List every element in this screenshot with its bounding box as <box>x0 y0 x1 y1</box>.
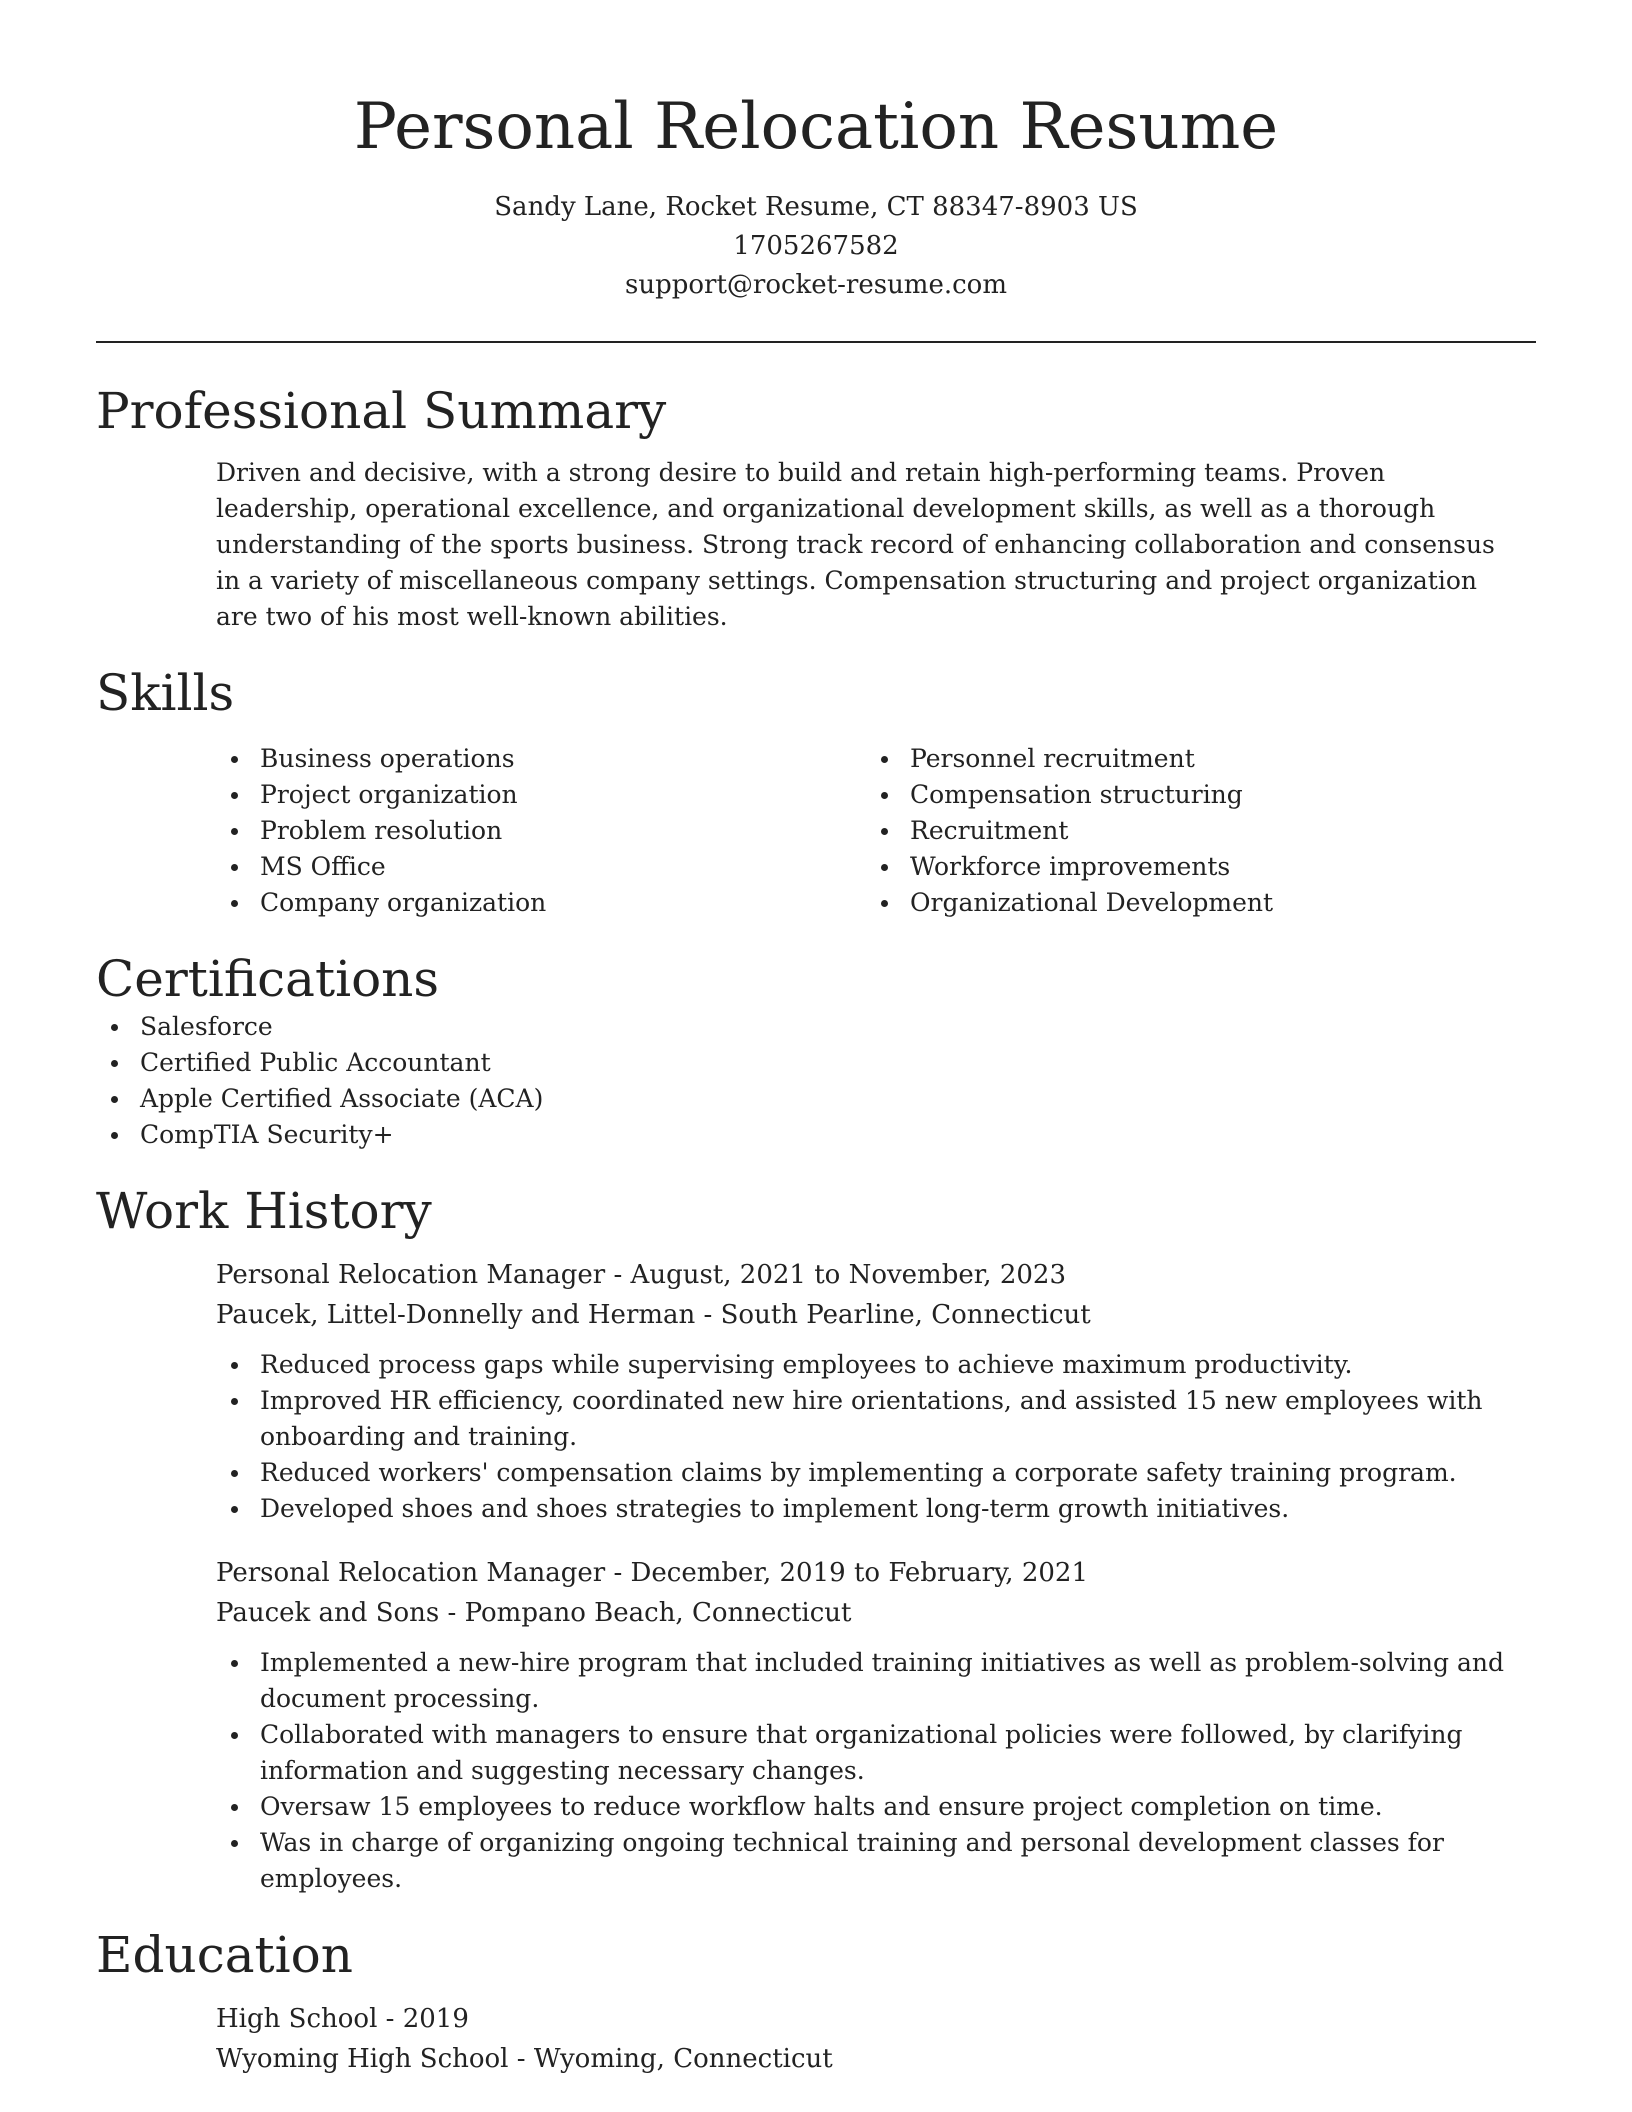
phone-text: 1705267582 <box>733 231 899 261</box>
certifications-heading: Certifications <box>96 950 440 1008</box>
skills-list-right <box>866 741 1516 921</box>
certification-item: Apple Certified Associate (ACA) <box>96 1081 1536 1117</box>
skill-item: Recruitment <box>866 813 1516 849</box>
job-title: Personal Relocation Manager <box>216 1260 606 1290</box>
certifications-list <box>96 1009 1536 1153</box>
separator: - <box>605 1558 631 1588</box>
job-entry <box>216 1553 1536 1897</box>
degree-line <box>216 1999 1536 2039</box>
skill-item: Company organization <box>216 885 866 921</box>
job-duty: Developed shoes and shoes strategies to implement long-term growth initiatives. <box>216 1491 1536 1527</box>
job-duty: Implemented a new-hire program that included training initiatives as well as problem-solving and document processing. <box>216 1645 1536 1717</box>
job-title-line <box>216 1255 1536 1295</box>
job-entry <box>216 1255 1536 1527</box>
skills-list-left <box>216 741 866 921</box>
header-divider <box>96 341 1536 343</box>
education-heading: Education <box>96 1926 353 1984</box>
job-dates: December, 2019 to February, 2021 <box>630 1558 1088 1588</box>
job-duty: Collaborated with managers to ensure that organizational policies were followed, by clarifying information and suggesting necessary changes. <box>216 1717 1536 1789</box>
certification-item: Certified Public Accountant <box>96 1045 1536 1081</box>
skill-item: Problem resolution <box>216 813 866 849</box>
education-section <box>96 1925 1536 2079</box>
skills-columns <box>216 741 1536 921</box>
summary-text: Driven and decisive, with a strong desire to build and retain high-performing teams. Proven leadership, operational excellence, and organizational development skills, as well as a thorough understanding of the sports business. Strong track record of enhancing collaboration and consensus in a variety of miscellaneous company settings. Compensation structuring and project organization are two of his most well-known abilities. <box>216 458 1495 631</box>
school-line <box>216 2039 1536 2079</box>
job-duties-list <box>216 1347 1536 1527</box>
certification-item: Salesforce <box>96 1009 1536 1045</box>
work-history-heading: Work History <box>96 1182 432 1240</box>
separator: - <box>439 1598 465 1628</box>
job-company-line <box>216 1593 1536 1633</box>
summary-section <box>96 381 1536 635</box>
work-history-section <box>96 1181 1536 1897</box>
skill-item: Business operations <box>216 741 866 777</box>
separator: - <box>695 1300 721 1330</box>
school-location: Wyoming, Connecticut <box>533 2044 833 2074</box>
skill-item: Personnel recruitment <box>866 741 1516 777</box>
skill-item: Compensation structuring <box>866 777 1516 813</box>
certification-item: CompTIA Security+ <box>96 1117 1536 1153</box>
skill-item: Project organization <box>216 777 866 813</box>
separator: - <box>605 1260 631 1290</box>
skills-section <box>96 663 1536 921</box>
certifications-section <box>96 949 1536 1153</box>
separator: - <box>508 2044 534 2074</box>
address-text: Sandy Lane, Rocket Resume, CT 88347-8903 US <box>494 192 1138 222</box>
degree: High School <box>216 2004 378 2034</box>
skill-item: Workforce improvements <box>866 849 1516 885</box>
job-duties-list <box>216 1645 1536 1897</box>
email-text: support@rocket-resume.com <box>624 270 1007 300</box>
summary-heading: Professional Summary <box>96 382 667 440</box>
skill-item: MS Office <box>216 849 866 885</box>
job-duty: Reduced process gaps while supervising employees to achieve maximum productivity. <box>216 1347 1536 1383</box>
resume-page <box>96 0 1536 2079</box>
job-title-line <box>216 1553 1536 1593</box>
page-title: Personal Relocation Resume <box>353 90 1279 164</box>
contact-info <box>96 188 1536 305</box>
education-entry <box>216 1999 1536 2079</box>
job-dates: August, 2021 to November, 2023 <box>630 1260 1067 1290</box>
job-location: Pompano Beach, Connecticut <box>464 1598 852 1628</box>
job-location: South Pearline, Connecticut <box>720 1300 1091 1330</box>
skill-item: Organizational Development <box>866 885 1516 921</box>
separator: - <box>377 2004 403 2034</box>
job-company: Paucek and Sons <box>216 1598 440 1628</box>
job-duty: Reduced workers' compensation claims by implementing a corporate safety training program. <box>216 1455 1536 1491</box>
job-duty: Improved HR efficiency, coordinated new hire orientations, and assisted 15 new employees with onboarding and training. <box>216 1383 1536 1455</box>
job-company-line <box>216 1295 1536 1335</box>
job-company: Paucek, Littel-Donnelly and Herman <box>216 1300 696 1330</box>
resume-header <box>96 0 1536 305</box>
school-name: Wyoming High School <box>216 2044 509 2074</box>
job-duty: Was in charge of organizing ongoing technical training and personal development classes for employees. <box>216 1825 1536 1897</box>
job-duty: Oversaw 15 employees to reduce workflow halts and ensure project completion on time. <box>216 1789 1536 1825</box>
job-title: Personal Relocation Manager <box>216 1558 606 1588</box>
skills-heading: Skills <box>96 664 235 722</box>
graduation-year: 2019 <box>402 2004 469 2034</box>
